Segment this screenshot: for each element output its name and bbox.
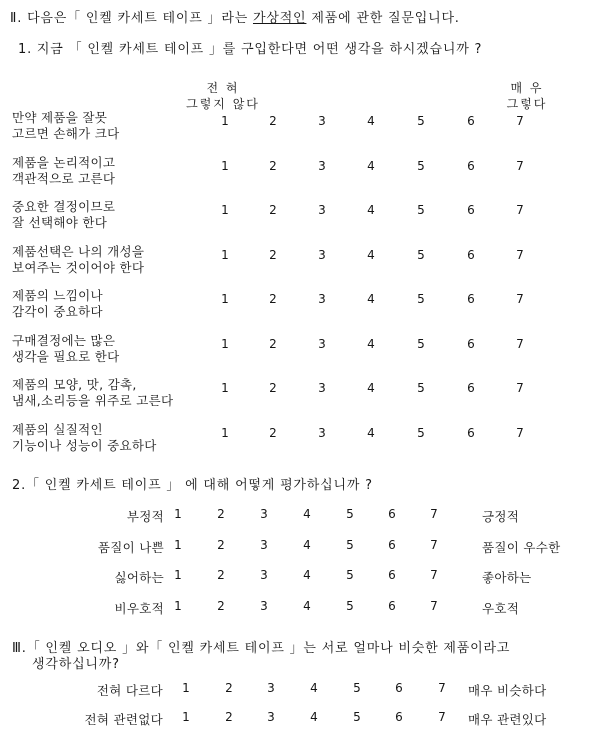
q1-item-label-line1: 구매결정에는 많은 (12, 332, 116, 348)
s3-left-label: 전혀 다르다 (96, 683, 163, 698)
q1-item-label-line1: 제품의 모양, 맛, 감촉, (12, 377, 137, 392)
s3-right-label: 매우 비슷하다 (468, 683, 547, 698)
q1-item-label-line2: 잘 선택해야 한다 (12, 215, 108, 230)
scale-option[interactable]: 5 (346, 568, 354, 582)
scale-option[interactable]: 3 (318, 247, 326, 262)
scale-option[interactable]: 3 (267, 710, 275, 724)
scale-option[interactable]: 5 (417, 203, 425, 217)
scale-option[interactable]: 2 (269, 381, 277, 395)
scale-option[interactable]: 1 (221, 381, 229, 395)
scale-option[interactable]: 3 (318, 292, 326, 306)
q1-title: 1. 지금 「 인켈 카세트 테이프 」를 구입한다면 어떤 생각을 하시겠습니까 ? (18, 42, 483, 57)
scale-option[interactable]: 5 (417, 158, 425, 173)
scale-option[interactable]: 6 (388, 598, 396, 613)
scale-option[interactable]: 2 (225, 681, 233, 695)
scale-option[interactable]: 7 (516, 158, 524, 173)
q2-left-label: 싫어하는 (114, 570, 164, 585)
scale-option[interactable]: 7 (430, 537, 438, 552)
scale-option[interactable]: 3 (318, 336, 326, 351)
scale-option[interactable]: 2 (269, 247, 277, 262)
scale-option[interactable]: 5 (417, 292, 425, 306)
scale-option[interactable]: 6 (467, 114, 475, 128)
scale-option[interactable]: 5 (346, 537, 354, 552)
scale-option[interactable]: 6 (467, 203, 475, 217)
scale-option[interactable]: 7 (430, 568, 438, 582)
scale-option[interactable]: 7 (516, 336, 524, 351)
q1-left-anchor-line1: 전 혀 (206, 81, 240, 95)
scale-option[interactable]: 3 (318, 425, 326, 440)
scale-option[interactable]: 6 (395, 710, 403, 724)
q1-item-label-line1: 제품을 논리적이고 (12, 154, 116, 170)
scale-option[interactable]: 4 (310, 710, 318, 724)
scale-option[interactable]: 1 (221, 114, 229, 128)
scale-option[interactable]: 3 (260, 507, 268, 521)
scale-option[interactable]: 5 (353, 710, 361, 724)
scale-option[interactable]: 1 (221, 247, 229, 262)
q2-right-label: 좋아하는 (482, 570, 532, 585)
scale-option[interactable]: 1 (174, 598, 182, 613)
scale-option[interactable]: 3 (318, 381, 326, 395)
scale-option[interactable]: 3 (260, 598, 268, 613)
scale-option[interactable]: 2 (269, 158, 277, 173)
scale-option[interactable]: 1 (221, 292, 229, 306)
scale-option[interactable]: 6 (467, 158, 475, 173)
section-2-underlined: 가상적인 (252, 11, 307, 26)
scale-option[interactable]: 5 (417, 425, 425, 440)
scale-option[interactable]: 2 (269, 203, 277, 217)
scale-option[interactable]: 7 (438, 710, 446, 724)
s3-left-label: 전혀 관련없다 (84, 712, 163, 727)
scale-option[interactable]: 2 (269, 292, 277, 306)
scale-option[interactable]: 7 (516, 425, 524, 440)
scale-option[interactable]: 3 (267, 681, 275, 695)
scale-option[interactable]: 4 (367, 336, 375, 351)
q2-left-label: 비우호적 (114, 600, 164, 616)
scale-option[interactable]: 6 (467, 336, 475, 351)
scale-option[interactable]: 2 (217, 507, 225, 521)
scale-option[interactable]: 7 (430, 507, 438, 521)
scale-option[interactable]: 4 (367, 292, 375, 306)
q1-item-label-line2: 보여주는 것이어야 한다 (12, 259, 145, 275)
q1-right-anchor (492, 80, 562, 112)
scale-option[interactable]: 6 (467, 292, 475, 306)
q1-item-label-line1: 제품의 느낌이나 (12, 288, 103, 303)
scale-option[interactable]: 1 (174, 537, 182, 552)
scale-option[interactable]: 5 (417, 381, 425, 395)
scale-option[interactable]: 7 (516, 381, 524, 395)
q1-item-label-line1: 제품의 실질적인 (12, 421, 103, 437)
q1-item-label-line1: 만약 제품을 잘못 (12, 110, 108, 125)
scale-option[interactable]: 1 (182, 681, 190, 695)
q2-title: 2.「 인켈 카세트 테이프 」 에 대해 어떻게 평가하십니까 ? (12, 478, 373, 493)
scale-option[interactable]: 7 (516, 292, 524, 306)
scale-option[interactable]: 4 (310, 681, 318, 695)
section-2-suffix: 제품에 관한 질문입니다. (311, 11, 460, 26)
scale-option[interactable]: 7 (430, 598, 438, 613)
section-2-prefix: Ⅱ. 다음은「 인켈 카세트 테이프 」라는 (10, 11, 249, 26)
q1-item-label-line2: 고르면 손해가 크다 (12, 126, 120, 141)
scale-option[interactable]: 5 (417, 247, 425, 262)
scale-option[interactable]: 2 (269, 425, 277, 440)
scale-option[interactable]: 1 (221, 425, 229, 440)
q1-right-anchor-line1: 매 우 (510, 81, 544, 95)
scale-option[interactable]: 1 (174, 507, 182, 521)
scale-option[interactable]: 6 (467, 425, 475, 440)
q1-item-label-line2: 생각을 필요로 한다 (12, 348, 120, 364)
scale-option[interactable]: 4 (367, 203, 375, 217)
scale-option[interactable]: 4 (367, 247, 375, 262)
scale-option[interactable]: 5 (346, 598, 354, 613)
scale-option[interactable]: 2 (269, 336, 277, 351)
scale-option[interactable]: 7 (516, 247, 524, 262)
scale-option[interactable]: 1 (182, 710, 190, 724)
q1-item-label-line2: 냄새,소리등을 위주로 고른다 (12, 393, 174, 408)
scale-option[interactable]: 5 (353, 681, 361, 695)
s3-right-label: 매우 관련있다 (468, 712, 547, 727)
scale-option[interactable]: 2 (225, 710, 233, 724)
scale-option[interactable]: 4 (303, 507, 311, 521)
scale-option[interactable]: 7 (516, 114, 524, 128)
scale-option[interactable]: 5 (417, 336, 425, 351)
q2-right-label: 긍정적 (482, 509, 520, 524)
scale-option[interactable]: 5 (346, 507, 354, 521)
q1-left-anchor (178, 80, 268, 112)
scale-option[interactable]: 1 (174, 568, 182, 582)
q1-item-label-line1: 제품선택은 나의 개성을 (12, 243, 145, 259)
scale-option[interactable]: 4 (367, 114, 375, 128)
q1-left-anchor-line2: 그렇지 않다 (186, 97, 260, 111)
scale-option[interactable]: 4 (367, 425, 375, 440)
scale-option[interactable]: 5 (417, 114, 425, 128)
scale-option[interactable]: 6 (467, 381, 475, 395)
scale-option[interactable]: 2 (217, 568, 225, 582)
scale-option[interactable]: 6 (395, 681, 403, 695)
scale-option[interactable]: 3 (318, 114, 326, 128)
scale-option[interactable]: 1 (221, 203, 229, 217)
scale-option[interactable]: 4 (367, 381, 375, 395)
q2-left-label: 부정적 (126, 509, 164, 524)
scale-option[interactable]: 3 (318, 158, 326, 173)
scale-option[interactable]: 4 (303, 568, 311, 582)
scale-option[interactable]: 7 (516, 203, 524, 217)
scale-option[interactable]: 6 (388, 507, 396, 521)
scale-option[interactable]: 4 (367, 158, 375, 173)
q1-item-label-line2: 감각이 중요하다 (12, 304, 103, 319)
scale-option[interactable]: 1 (221, 336, 229, 351)
section-3-title-line2: 생각하십니까? (32, 657, 120, 672)
scale-option[interactable]: 6 (388, 568, 396, 582)
scale-option[interactable]: 4 (303, 537, 311, 552)
scale-option[interactable]: 4 (303, 598, 311, 613)
scale-option[interactable]: 2 (217, 598, 225, 613)
scale-option[interactable]: 6 (388, 537, 396, 552)
q1-item-label-line2: 객관적으로 고른다 (12, 170, 116, 186)
scale-option[interactable]: 3 (318, 203, 326, 217)
section-2-header (10, 7, 460, 26)
q2-left-label: 품질이 나쁜 (97, 539, 164, 555)
scale-option[interactable]: 7 (438, 681, 446, 695)
q2-right-label: 품질이 우수한 (482, 539, 561, 555)
scale-option[interactable]: 3 (260, 568, 268, 582)
q1-item-label-line2: 기능이나 성능이 중요하다 (12, 437, 157, 453)
scale-option[interactable]: 1 (221, 158, 229, 173)
section-3-title-line1: Ⅲ.「 인켈 오디오 」와「 인켈 카세트 테이프 」는 서로 얼마나 비슷한 제품이라고 (12, 641, 511, 656)
scale-option[interactable]: 2 (269, 114, 277, 128)
scale-option[interactable]: 6 (467, 247, 475, 262)
scale-option[interactable]: 2 (217, 537, 225, 552)
q1-item-label-line1: 중요한 결정이므로 (12, 199, 116, 214)
scale-option[interactable]: 3 (260, 537, 268, 552)
q2-right-label: 우호적 (482, 600, 520, 616)
q1-right-anchor-line2: 그렇다 (506, 97, 548, 111)
